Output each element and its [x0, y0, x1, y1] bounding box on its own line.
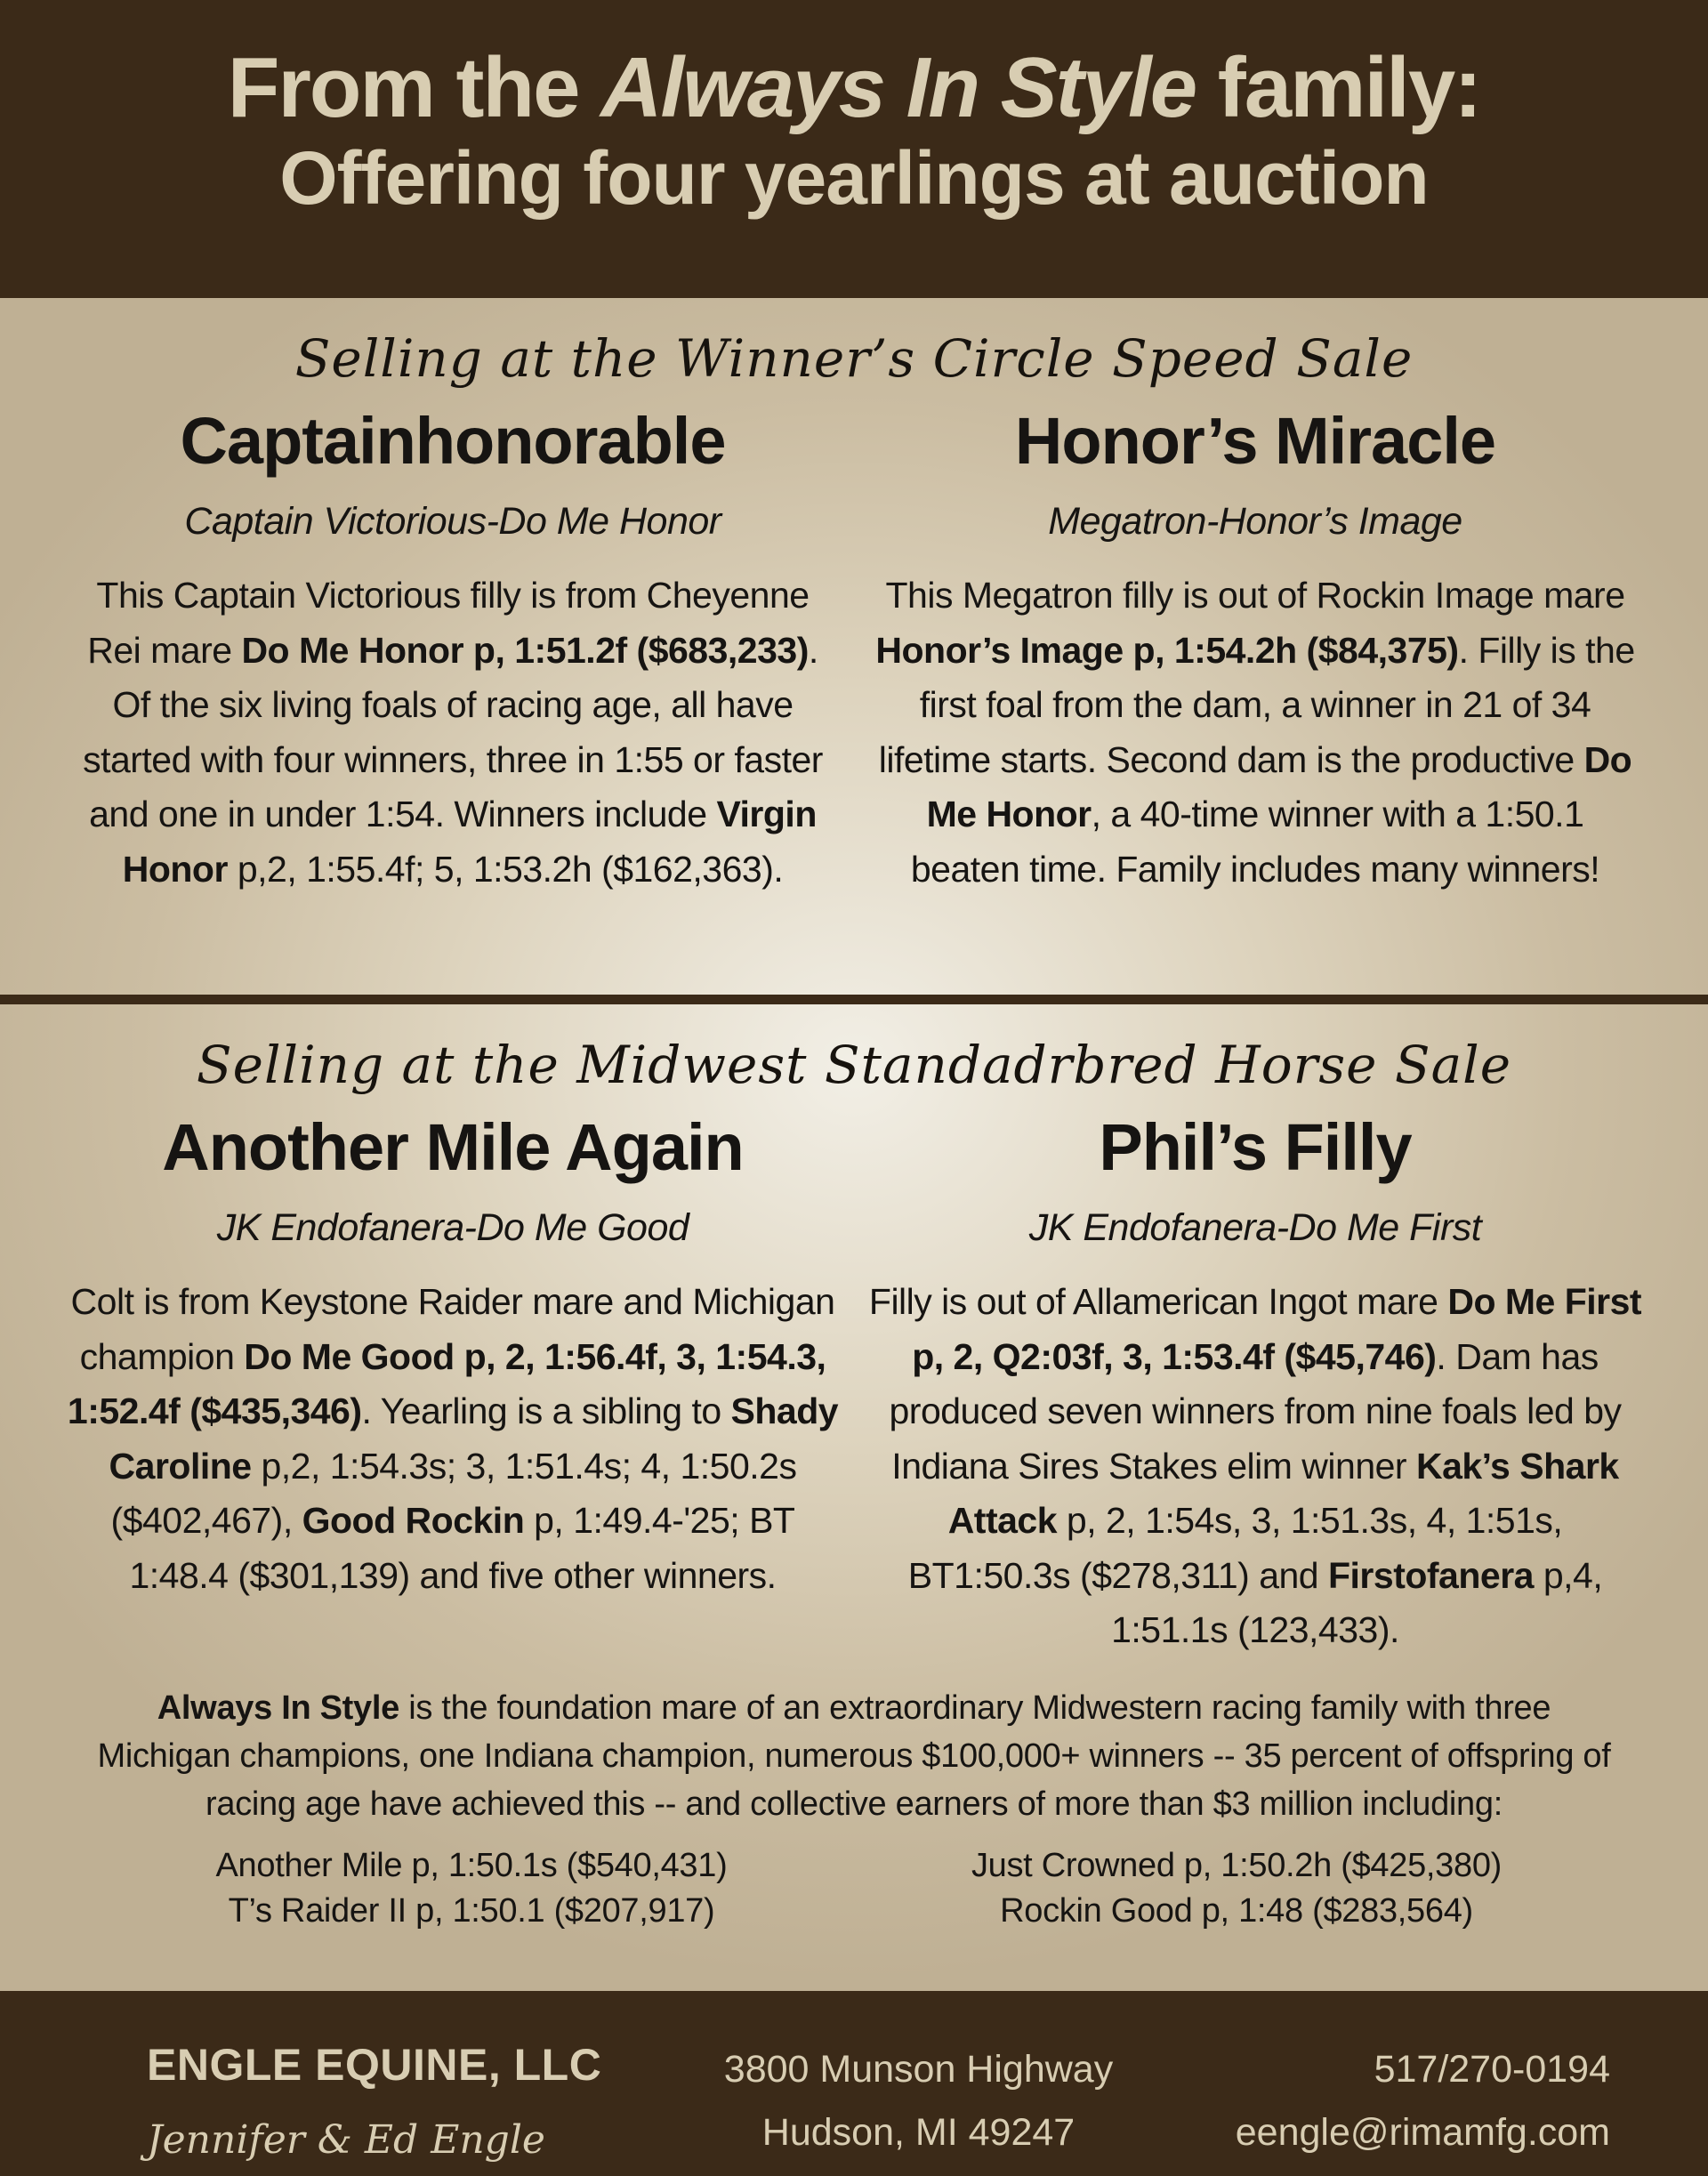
- footer-phone: 517/270-0194: [1374, 2048, 1610, 2091]
- horse-column-honors-miracle: [865, 405, 1646, 897]
- winner-item: Rockin Good p, 1:48 ($283,564): [1000, 1892, 1473, 1930]
- winner-item: Just Crowned p, 1:50.2h ($425,380): [971, 1846, 1503, 1884]
- page-title-prefix: From the: [227, 40, 601, 135]
- page-title-emphasis: Always In Style: [600, 40, 1196, 135]
- horse-pedigree: JK Endofanera-Do Me First: [1028, 1206, 1482, 1250]
- sale-heading-speed-sale: Selling at the Winner’s Circle Speed Sale: [294, 328, 1414, 389]
- footer-address-line2: Hudson, MI 49247: [761, 2110, 1076, 2154]
- footer-banner: [0, 1991, 1708, 2176]
- section-speed-sale: [0, 298, 1708, 995]
- horse-name: Captainhonorable: [180, 404, 726, 478]
- footer-owners: Jennifer & Ed Engle: [147, 2117, 545, 2163]
- page-subtitle: Offering four yearlings at auction: [279, 136, 1429, 221]
- winners-column-right: [872, 1843, 1601, 1935]
- footer-address-line1: 3800 Munson Highway: [723, 2048, 1114, 2091]
- winners-column-left: [107, 1843, 836, 1935]
- horse-column-phils-filly: [865, 1111, 1646, 1658]
- horse-column-captainhonorable: [62, 405, 843, 897]
- footer-contact-block: [1192, 2032, 1610, 2161]
- header-banner: [0, 0, 1708, 298]
- horse-description: Colt is from Keystone Raider mare and Michigan champion Do Me Good p, 2, 1:56.4f, 3, 1:54.3, 1:52.4f ($435,346). Yearling is a sibling to Shady Caroline p,2, 1:54.3s; 3, 1:51.4s; 4, 1:50.2s ($402,467), Good Rockin p, 1:49.4-'25; BT 1:48.4 ($301,139) and five other winners.: [67, 1281, 839, 1596]
- winner-item: T’s Raider II p, 1:50.1 ($207,917): [228, 1892, 715, 1930]
- page-title-suffix: family:: [1196, 40, 1481, 135]
- footer-company-block: [147, 2032, 645, 2170]
- notable-winners: [0, 1843, 1708, 1935]
- horse-name: Honor’s Miracle: [1014, 404, 1496, 478]
- speed-sale-columns: [0, 405, 1708, 897]
- winner-item: Another Mile p, 1:50.1s ($540,431): [215, 1846, 728, 1884]
- horse-description: Filly is out of Allamerican Ingot mare Do Me First p, 2, Q2:03f, 3, 1:53.4f ($45,746). Dam has produced seven winners from nine foals led by Indiana Sires Stakes elim winner Kak’s Shark Attack p, 2, 1:54s, 3, 1:51.3s, 4, 1:51s, BT1:50.3s ($278,311) and Firstofanera p,4, 1:51.1s (123,433).: [868, 1281, 1642, 1651]
- horse-pedigree: JK Endofanera-Do Me Good: [216, 1206, 689, 1250]
- footer-address-block: [710, 2032, 1128, 2161]
- section-divider: [0, 995, 1708, 1004]
- horse-name: Phil’s Filly: [1099, 1110, 1412, 1184]
- footer-content: [0, 1991, 1708, 2170]
- section-midwest-sale: [0, 1004, 1708, 1991]
- horse-description: This Megatron filly is out of Rockin Image mare Honor’s Image p, 1:54.2h ($84,375). Filly is the first foal from the dam, a winner in 21 of 34 lifetime starts. Second dam is the productive Do Me Honor, a 40-time winner with a 1:50.1 beaten time. Family includes many winners!: [875, 575, 1635, 890]
- footer-email: eengle@rimamfg.com: [1235, 2110, 1610, 2154]
- horse-pedigree: Captain Victorious-Do Me Honor: [184, 500, 721, 544]
- horse-description: This Captain Victorious filly is from Cheyenne Rei mare Do Me Honor p, 1:51.2f ($683,233). Of the six living foals of racing age, all have started with four winners, three in 1:55 or faster and one in under 1:54. Winners include Virgin Honor p,2, 1:55.4f; 5, 1:53.2h ($162,363).: [83, 575, 823, 890]
- footer-company: ENGLE EQUINE, LLC: [147, 2040, 602, 2090]
- horse-name: Another Mile Again: [162, 1110, 744, 1184]
- horse-pedigree: Megatron-Honor’s Image: [1048, 500, 1462, 544]
- family-note: Always In Style is the foundation mare of an extraordinary Midwestern racing family with three Michigan champions, one Indiana champion, numerous $100,000+ winners -- 35 percent of offspring of racing age have achieved this -- and collective earners of more than $3 million including:: [97, 1688, 1611, 1823]
- page-title: [0, 39, 1708, 137]
- sale-heading-midwest-sale: Selling at the Midwest Standadrbred Horse Sale: [196, 1035, 1512, 1095]
- midwest-sale-columns: [0, 1111, 1708, 1658]
- horse-column-another-mile-again: [62, 1111, 843, 1658]
